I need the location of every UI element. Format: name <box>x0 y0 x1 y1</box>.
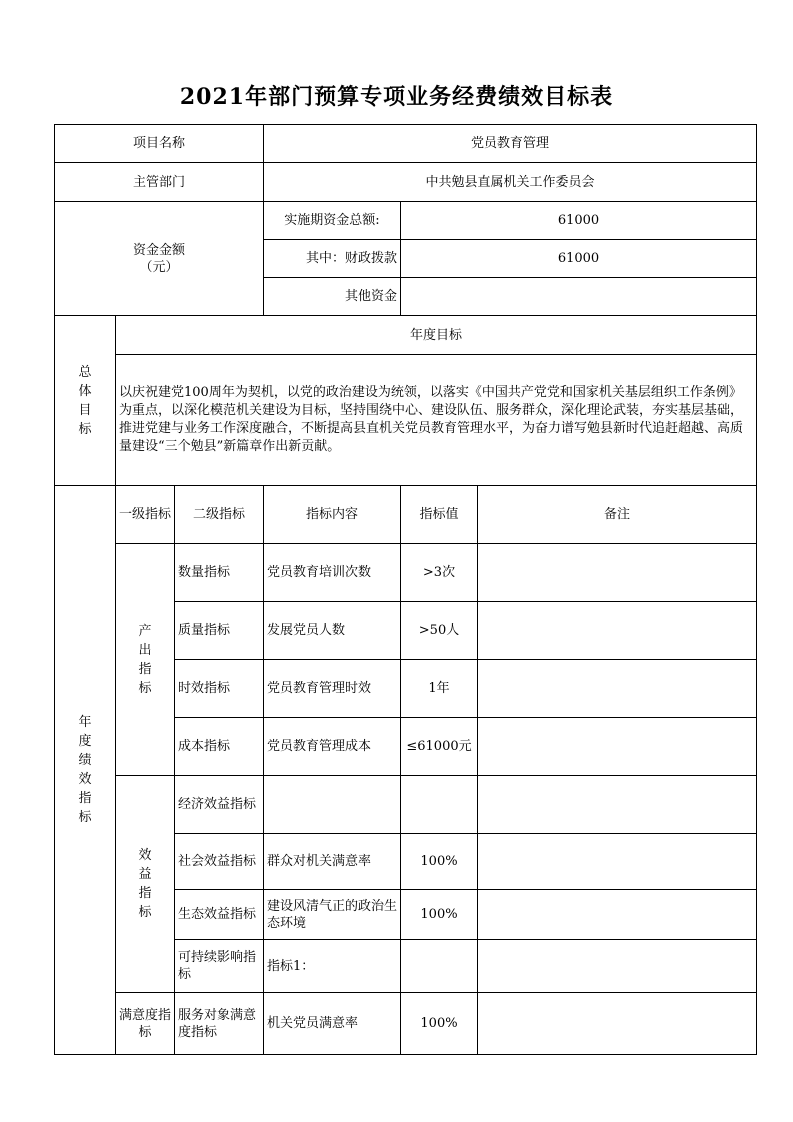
row-project-name <box>55 125 757 163</box>
value-cell <box>401 776 478 834</box>
content-cell: 群众对机关满意率 <box>264 834 401 890</box>
value-cell: >50人 <box>401 602 478 660</box>
level2-cell: 社会效益指标 <box>175 834 264 890</box>
value-cell <box>401 940 478 993</box>
funds-other-value <box>401 278 757 316</box>
department-value: 中共勉县直属机关工作委员会 <box>264 163 757 202</box>
annual-indicators-label: 年度绩效指标 <box>55 486 116 1055</box>
level2-cell: 时效指标 <box>175 660 264 718</box>
table-row <box>55 544 757 602</box>
content-cell: 机关党员满意率 <box>264 993 401 1055</box>
value-cell: >3次 <box>401 544 478 602</box>
content-cell: 党员教育管理时效 <box>264 660 401 718</box>
project-name-value: 党员教育管理 <box>264 125 757 163</box>
funds-label: 资金金额 （元） <box>55 202 264 316</box>
level2-cell: 数量指标 <box>175 544 264 602</box>
value-cell: 100% <box>401 890 478 940</box>
funds-fiscal-label: 其中：财政拨款 <box>264 240 401 278</box>
content-cell <box>264 776 401 834</box>
level2-cell: 经济效益指标 <box>175 776 264 834</box>
annual-goal-text: 以庆祝建党100周年为契机，以党的政治建设为统领，以落实《中国共产党党和国家机关基层组织工作条例》为重点，以深化模范机关建设为目标，坚持围绕中心、建设队伍、服务群众，深化理论武装，夯实基层基础，推进党建与业务工作深度融合，不断提高县直机关党员教育管理水平，为奋力谱写勉县新时代追赶超越、高质量建设“三个勉县”新篇章作出新贡献。 <box>116 355 757 486</box>
project-name-label: 项目名称 <box>55 125 264 163</box>
annual-goal-label: 年度目标 <box>116 316 757 355</box>
department-label: 主管部门 <box>55 163 264 202</box>
content-cell: 指标1： <box>264 940 401 993</box>
remark-cell <box>478 544 757 602</box>
remark-cell <box>478 660 757 718</box>
row-annual-goal-text <box>55 355 757 486</box>
value-cell: 100% <box>401 834 478 890</box>
remark-cell <box>478 718 757 776</box>
level2-cell: 可持续影响指标 <box>175 940 264 993</box>
remark-cell <box>478 834 757 890</box>
page-title: 2021年部门预算专项业务经费绩效目标表 <box>179 84 614 110</box>
row-funds-total <box>55 202 757 240</box>
header-value: 指标值 <box>401 486 478 544</box>
table-row <box>55 776 757 834</box>
value-cell: 100% <box>401 993 478 1055</box>
level2-cell: 生态效益指标 <box>175 890 264 940</box>
remark-cell <box>478 993 757 1055</box>
header-level1: 一级指标 <box>116 486 175 544</box>
row-annual-goal-header <box>55 316 757 355</box>
funds-total-label: 实施期资金总额: <box>264 202 401 240</box>
remark-cell <box>478 776 757 834</box>
content-cell: 党员教育管理成本 <box>264 718 401 776</box>
level2-cell: 成本指标 <box>175 718 264 776</box>
output-indicator-label: 产出指标 <box>116 544 175 776</box>
table-row <box>55 993 757 1055</box>
overall-goal-label: 总体目标 <box>55 316 116 486</box>
funds-other-label: 其他资金 <box>264 278 401 316</box>
level2-cell: 服务对象满意度指标 <box>175 993 264 1055</box>
row-department <box>55 163 757 202</box>
row-indicator-headers <box>55 486 757 544</box>
benefit-indicator-label: 效益指标 <box>116 776 175 993</box>
funds-total-value: 61000 <box>401 202 757 240</box>
funds-fiscal-value: 61000 <box>401 240 757 278</box>
remark-cell <box>478 602 757 660</box>
header-level2: 二级指标 <box>175 486 264 544</box>
remark-cell <box>478 890 757 940</box>
satisfaction-indicator-label: 满意度指标 <box>116 993 175 1055</box>
content-cell: 党员教育培训次数 <box>264 544 401 602</box>
content-cell: 发展党员人数 <box>264 602 401 660</box>
value-cell: 1年 <box>401 660 478 718</box>
header-content: 指标内容 <box>264 486 401 544</box>
value-cell: ≤61000元 <box>401 718 478 776</box>
header-remark: 备注 <box>478 486 757 544</box>
content-cell: 建设风清气正的政治生态环境 <box>264 890 401 940</box>
remark-cell <box>478 940 757 993</box>
performance-table <box>54 124 757 1055</box>
level2-cell: 质量指标 <box>175 602 264 660</box>
